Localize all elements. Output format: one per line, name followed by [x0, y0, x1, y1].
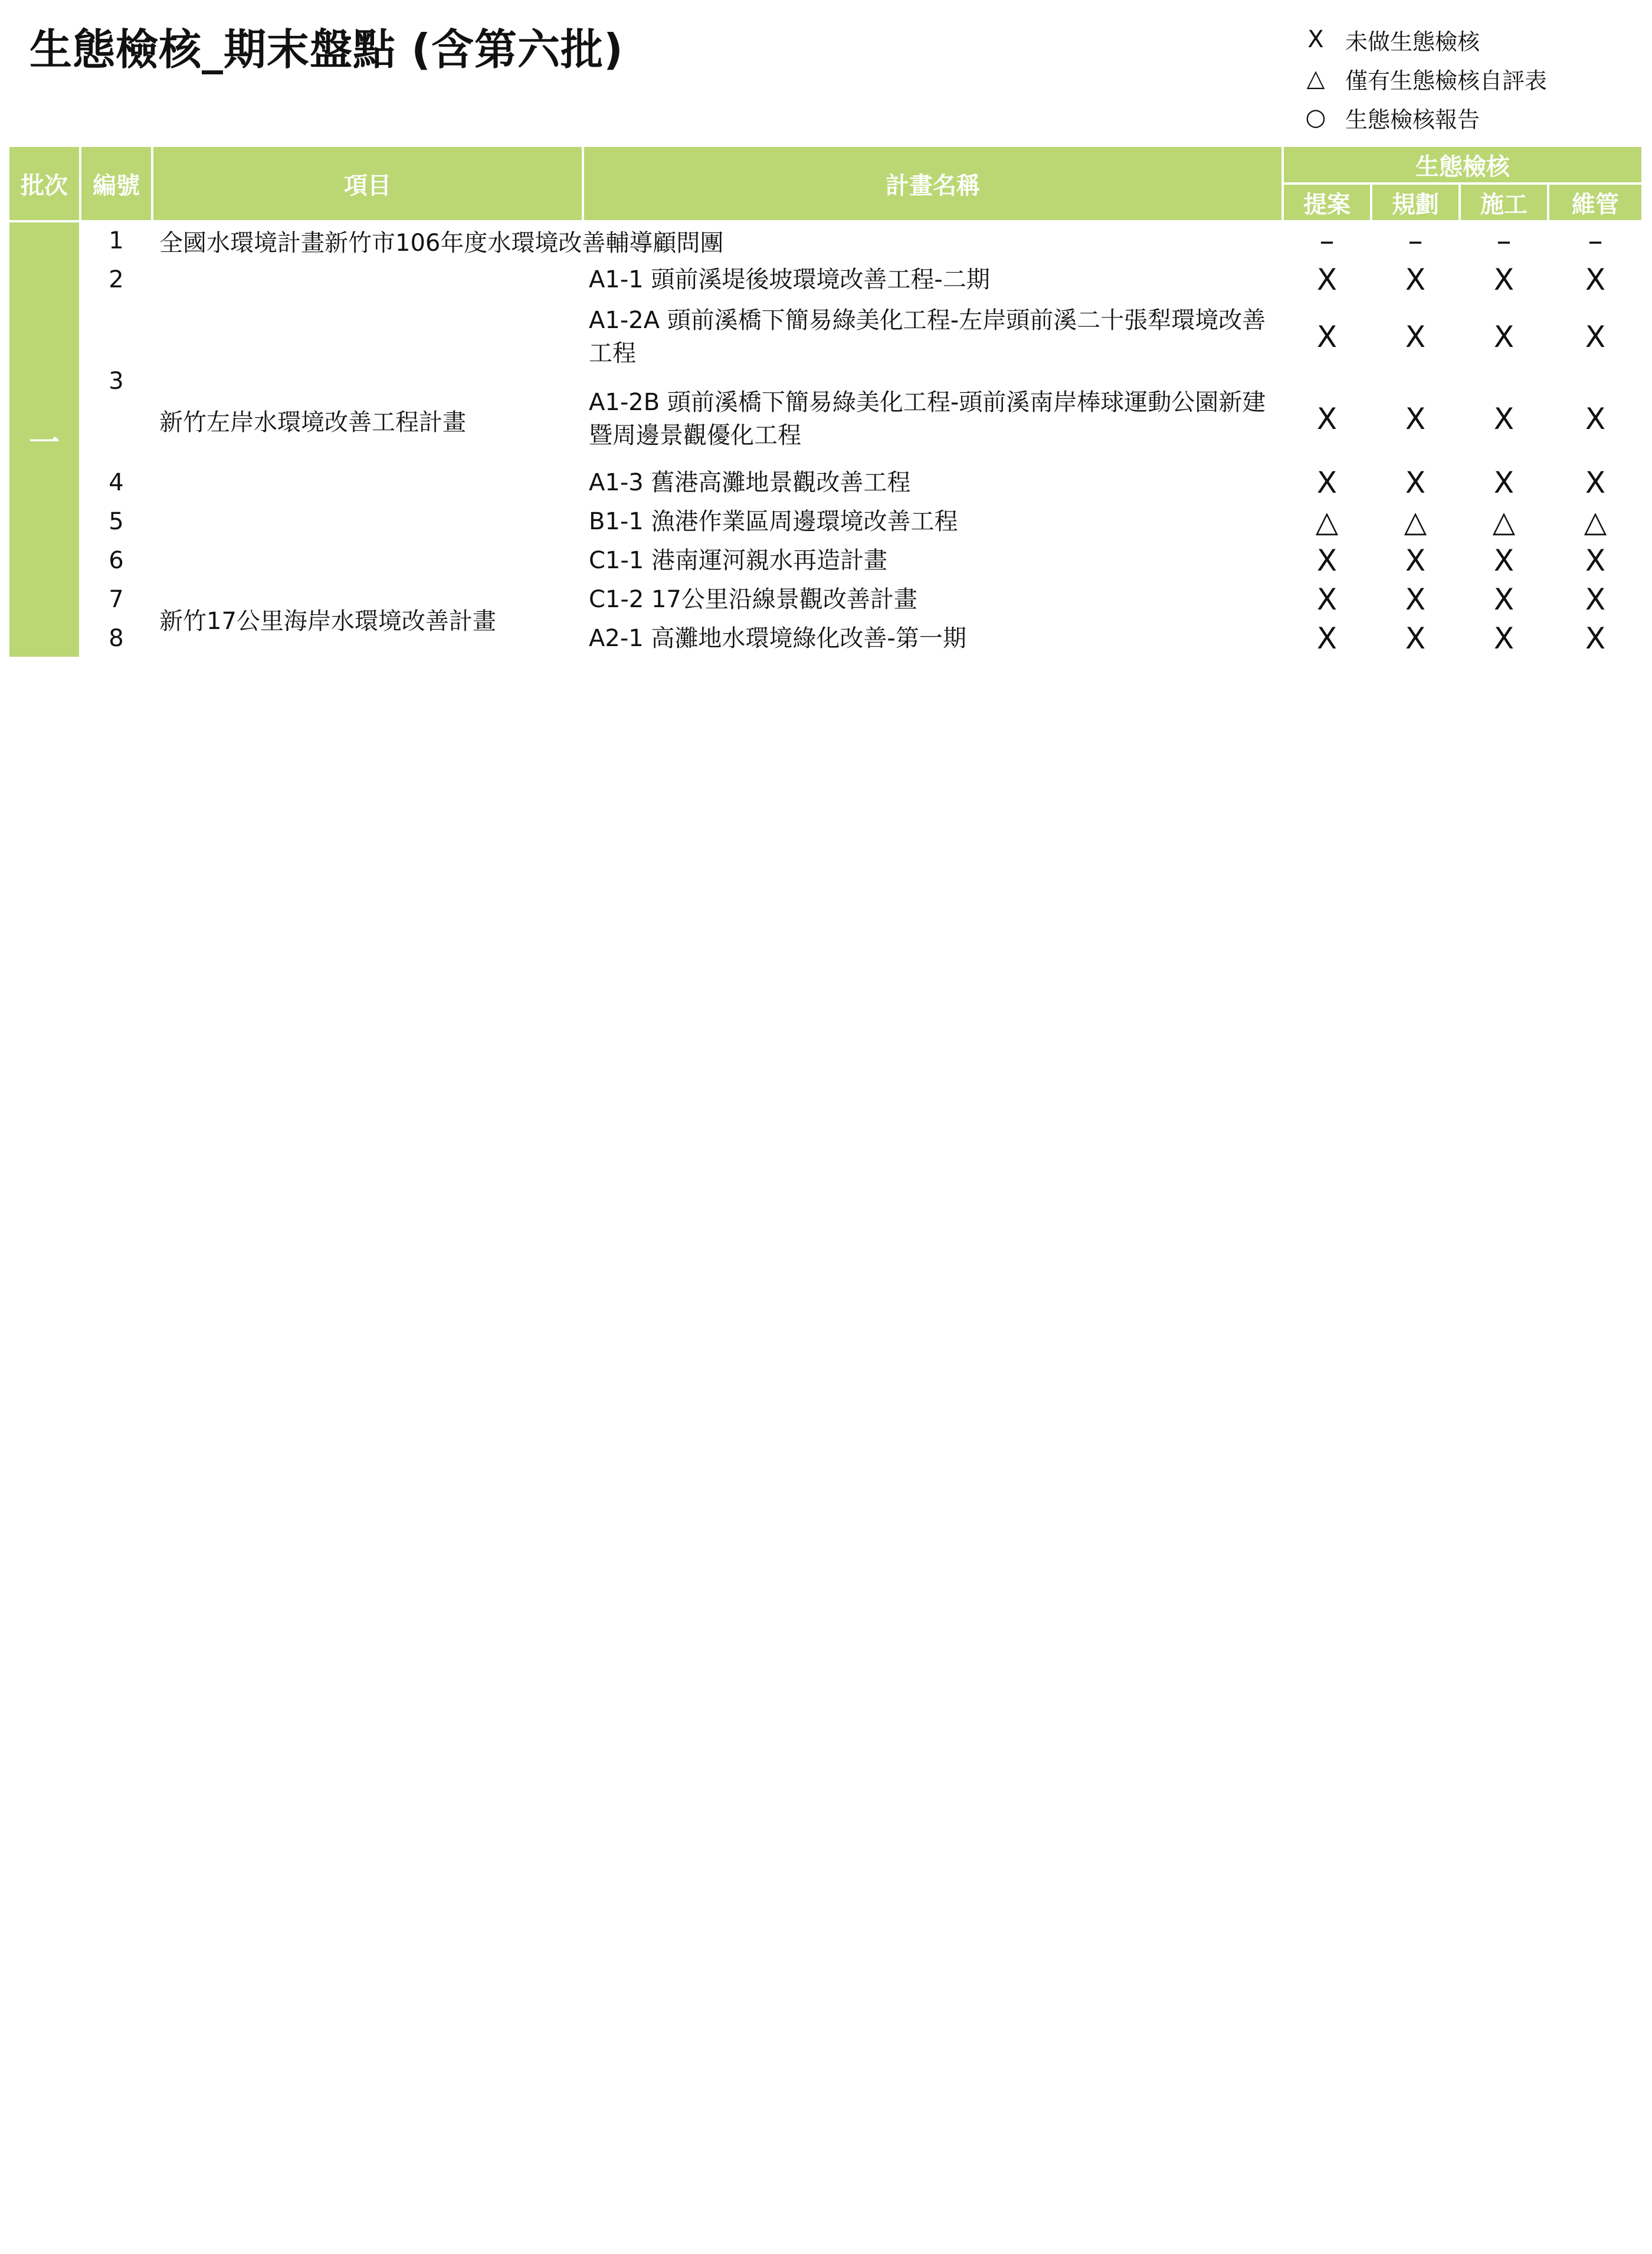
eco-status: X [1283, 299, 1371, 375]
eco-status: △ [1371, 502, 1460, 541]
eco-status: – [1548, 221, 1643, 260]
eco-status: X [1371, 463, 1460, 502]
project-name: A1-2A 頭前溪橋下簡易綠美化工程-左岸頭前溪二十張犁環境改善工程 [583, 299, 1283, 375]
item-name: 新竹左岸水環境改善工程計畫 [152, 260, 583, 580]
header-proposal: 提案 [1283, 184, 1371, 221]
header-item: 項目 [152, 146, 583, 221]
row-number: 7 [80, 580, 152, 619]
header-project-name: 計畫名稱 [583, 146, 1283, 221]
eco-check-table [7, 145, 1644, 659]
header-maintenance: 維管 [1548, 184, 1643, 221]
eco-status: – [1371, 221, 1460, 260]
legend-label: 僅有生態檢核自評表 [1345, 67, 1548, 94]
project-name: A1-3 舊港高灘地景觀改善工程 [583, 463, 1283, 502]
row-number: 3 [80, 299, 152, 463]
header-construction: 施工 [1460, 184, 1548, 221]
eco-status: X [1548, 260, 1643, 299]
row-number: 1 [80, 221, 152, 260]
header-batch: 批次 [8, 146, 80, 221]
header-number: 編號 [80, 146, 152, 221]
eco-status: X [1548, 463, 1643, 502]
item-name: 全國水環境計畫新竹市106年度水環境改善輔導顧問團 [152, 221, 1283, 260]
eco-status: X [1283, 619, 1371, 658]
eco-status: – [1460, 221, 1548, 260]
table-row [8, 580, 1643, 619]
eco-status: X [1460, 463, 1548, 502]
eco-status: X [1460, 260, 1548, 299]
circle-symbol: ○ [1305, 104, 1326, 131]
eco-status: X [1548, 619, 1643, 658]
eco-status: X [1460, 619, 1548, 658]
eco-status: X [1460, 580, 1548, 619]
row-number: 2 [80, 260, 152, 299]
row-number: 5 [80, 502, 152, 541]
row-number: 8 [80, 619, 152, 658]
table-row [8, 221, 1643, 260]
project-name: B1-1 漁港作業區周邊環境改善工程 [583, 502, 1283, 541]
triangle-symbol: △ [1306, 65, 1325, 92]
project-name: C1-1 港南運河親水再造計畫 [583, 541, 1283, 580]
project-name: A2-1 高灘地水環境綠化改善-第一期 [583, 619, 1283, 658]
eco-status: X [1371, 580, 1460, 619]
eco-status: X [1283, 463, 1371, 502]
eco-status: X [1371, 260, 1460, 299]
project-name: A1-1 頭前溪堤後坡環境改善工程-二期 [583, 260, 1283, 299]
eco-status: X [1548, 580, 1643, 619]
eco-status: △ [1460, 502, 1548, 541]
header-eco-check: 生態檢核 [1283, 146, 1643, 184]
legend-item [1298, 59, 1547, 98]
eco-status: X [1548, 375, 1643, 463]
legend [1298, 20, 1547, 137]
eco-status: △ [1283, 502, 1371, 541]
header-planning: 規劃 [1371, 184, 1460, 221]
page-title: 生態檢核_期末盤點 (含第六批) [30, 25, 624, 74]
legend-item [1298, 20, 1547, 59]
eco-status: X [1460, 299, 1548, 375]
project-name: A1-2B 頭前溪橋下簡易綠美化工程-頭前溪南岸棒球運動公園新建暨周邊景觀優化工程 [583, 375, 1283, 463]
row-number: 4 [80, 463, 152, 502]
legend-item [1298, 98, 1547, 137]
batch-label: 一 [8, 221, 80, 658]
eco-status: X [1283, 375, 1371, 463]
x-mark-symbol: X [1307, 26, 1324, 53]
eco-status: X [1548, 299, 1643, 375]
eco-status: X [1460, 375, 1548, 463]
legend-label: 生態檢核報告 [1345, 106, 1480, 133]
eco-status: X [1371, 375, 1460, 463]
eco-status: X [1371, 541, 1460, 580]
eco-status: X [1460, 541, 1548, 580]
eco-status: – [1283, 221, 1371, 260]
table-row [8, 260, 1643, 299]
legend-label: 未做生態檢核 [1345, 28, 1480, 55]
eco-status: X [1283, 541, 1371, 580]
eco-status: X [1283, 260, 1371, 299]
item-name: 新竹17公里海岸水環境改善計畫 [152, 580, 583, 658]
row-number: 6 [80, 541, 152, 580]
eco-status: X [1371, 299, 1460, 375]
eco-status: △ [1548, 502, 1643, 541]
eco-status: X [1371, 619, 1460, 658]
eco-status: X [1283, 580, 1371, 619]
project-name: C1-2 17公里沿線景觀改善計畫 [583, 580, 1283, 619]
eco-status: X [1548, 541, 1643, 580]
